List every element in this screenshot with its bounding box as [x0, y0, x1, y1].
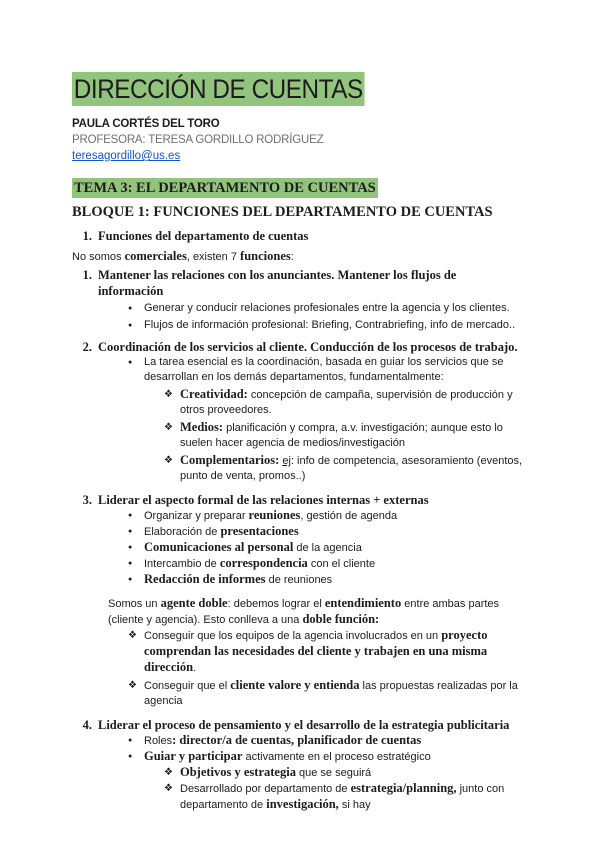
- text-span: que se seguirá: [295, 767, 372, 779]
- text-span: , existen 7: [186, 251, 241, 263]
- text-span: entre ambas partes: [401, 598, 500, 610]
- list-item: [144, 556, 532, 572]
- text-span: 4.: [82, 718, 92, 732]
- list-item: [180, 781, 532, 813]
- text-span: 1.: [82, 268, 92, 282]
- text-span: con el cliente: [307, 558, 376, 570]
- text-span: :: [290, 251, 294, 263]
- section-heading: [74, 228, 532, 244]
- text-span: concepción de campaña, supervisión de producción y: [247, 389, 513, 401]
- text-span: : debemos lograr el: [227, 598, 325, 610]
- text-span: presentaciones: [220, 524, 299, 538]
- list-item: [144, 733, 532, 749]
- text-span: Organizar y preparar: [144, 510, 249, 522]
- text-span: agencia: [144, 695, 183, 707]
- function-4-title: [74, 717, 532, 733]
- text-span: Mantener las relaciones con los anunciantes. Mantener los flujos de: [98, 268, 457, 282]
- list-item: [180, 453, 532, 484]
- bloque-heading: BLOQUE 1: FUNCIONES DEL DEPARTAMENTO DE CUENTAS: [72, 204, 493, 220]
- text-span: comprendan las necesidades del cliente y trabajen en una misma: [144, 644, 488, 658]
- document-title: DIRECCIÓN DE CUENTAS: [73, 74, 363, 104]
- text-span: Creatividad:: [180, 387, 248, 401]
- text-span: Somos un: [108, 598, 161, 610]
- text-span: , gestión de agenda: [300, 510, 398, 522]
- text-span: 2.: [82, 340, 92, 354]
- text-span: doble función:: [302, 612, 380, 626]
- text-span: estrategia/planning,: [350, 781, 457, 795]
- text-span: departamento de: [180, 799, 267, 811]
- text-span: No somos: [72, 251, 125, 263]
- author-name: PAULA CORTÉS DEL TORO: [72, 118, 220, 130]
- text-span: Complementarios:: [180, 453, 280, 467]
- text-span: de la agencia: [293, 542, 362, 554]
- text-span: Comunicaciones al personal: [144, 540, 294, 554]
- text-span: punto de venta, promos..): [180, 470, 306, 482]
- function-2-title: [74, 339, 532, 355]
- list-item: ● Flujos de información profesional: Briefing, Contrabriefing, info de mercado..: [144, 318, 532, 333]
- text-span: La tarea esencial es la coordinación, basada en guiar los servicios que se: [144, 356, 504, 368]
- function-1-title: [74, 267, 532, 283]
- text-span: otros proveedores.: [180, 404, 272, 416]
- text-span: Roles: [144, 735, 173, 747]
- list-item: [144, 678, 532, 709]
- text-span: Desarrollado por departamento de: [180, 783, 351, 795]
- document-content: [72, 178, 532, 813]
- text-span: funciones: [240, 249, 291, 263]
- list-item: [144, 749, 532, 765]
- text-span: Conseguir que el: [144, 680, 231, 692]
- text-span: Liderar el aspecto formal de las relaciones internas + externas: [98, 493, 429, 507]
- intro-line: [72, 249, 532, 265]
- professor-name: PROFESORA: TERESA GORDILLO RODRÍGUEZ: [72, 134, 324, 146]
- tema-heading: TEMA 3: EL DEPARTAMENTO DE CUENTAS: [74, 180, 376, 196]
- text-span: investigación,: [266, 797, 339, 811]
- text-span: proyecto: [441, 628, 488, 642]
- list-item: [144, 508, 532, 524]
- text-span: Funciones del departamento de cuentas: [98, 229, 309, 243]
- text-span: de reuniones: [265, 574, 333, 586]
- text-span: activamente en el proceso estratégico: [242, 751, 431, 763]
- list-item: [144, 540, 532, 556]
- text-span: Elaboración de: [144, 526, 221, 538]
- text-span: reuniones: [248, 508, 301, 522]
- text-span: comerciales: [124, 249, 187, 263]
- paragraph: [108, 596, 532, 628]
- function-3-title: [74, 492, 532, 508]
- text-span: Medios:: [180, 420, 224, 434]
- text-span: Guiar y participar: [144, 749, 243, 763]
- text-span: planificación y compra, a.v. investigación; aunque esto lo: [223, 422, 503, 434]
- text-span: suelen hacer agencia de medios/investigación: [180, 437, 406, 449]
- text-span: (cliente y agencia). Esto conlleva a una: [108, 614, 303, 626]
- email-link[interactable]: teresagordillo@us.es: [72, 150, 181, 162]
- list-item: [144, 572, 532, 588]
- text-span: junto con: [456, 783, 505, 795]
- text-span: Intercambio de: [144, 558, 220, 570]
- text-span: desarrollan en los demás departamentos, fundamentalmente:: [144, 371, 444, 383]
- list-item: ● Generar y conducir relaciones profesionales entre la agencia y los clientes.: [144, 301, 532, 316]
- text-span: Coordinación de los servicios al cliente. Conducción de los procesos de trabajo.: [98, 340, 518, 354]
- text-span: Liderar el proceso de pensamiento y el desarrollo de la estrategia publicitaria: [98, 718, 510, 732]
- text-span: cliente valore y entienda: [230, 678, 360, 692]
- text-span: : director/a de cuentas, planificador de cuentas: [172, 733, 422, 747]
- text-span: Redacción de informes: [144, 572, 266, 586]
- list-item: [180, 765, 532, 781]
- list-item: [180, 387, 532, 418]
- function-1-title-cont: información: [98, 284, 164, 298]
- text-span: 1.: [82, 229, 92, 243]
- list-item: [144, 524, 532, 540]
- list-item: [144, 355, 532, 385]
- list-item: [180, 420, 532, 451]
- title-block: [72, 72, 397, 106]
- text-span: correspondencia: [219, 556, 308, 570]
- text-span: ej: [282, 455, 291, 467]
- text-span: .: [193, 662, 197, 674]
- list-item: [144, 628, 532, 676]
- text-span: agente doble: [160, 596, 228, 610]
- text-span: si hay: [338, 799, 371, 811]
- text-span: las propuestas realizadas por la: [359, 680, 518, 692]
- text-span: entendimiento: [324, 596, 402, 610]
- text-span: : info de competencia, asesoramiento (eventos,: [290, 455, 523, 467]
- text-span: Conseguir que los equipos de la agencia involucrados en un: [144, 630, 442, 642]
- text-span: 3.: [82, 493, 92, 507]
- text-span: dirección: [144, 660, 194, 674]
- text-span: Objetivos y estrategia: [180, 765, 296, 779]
